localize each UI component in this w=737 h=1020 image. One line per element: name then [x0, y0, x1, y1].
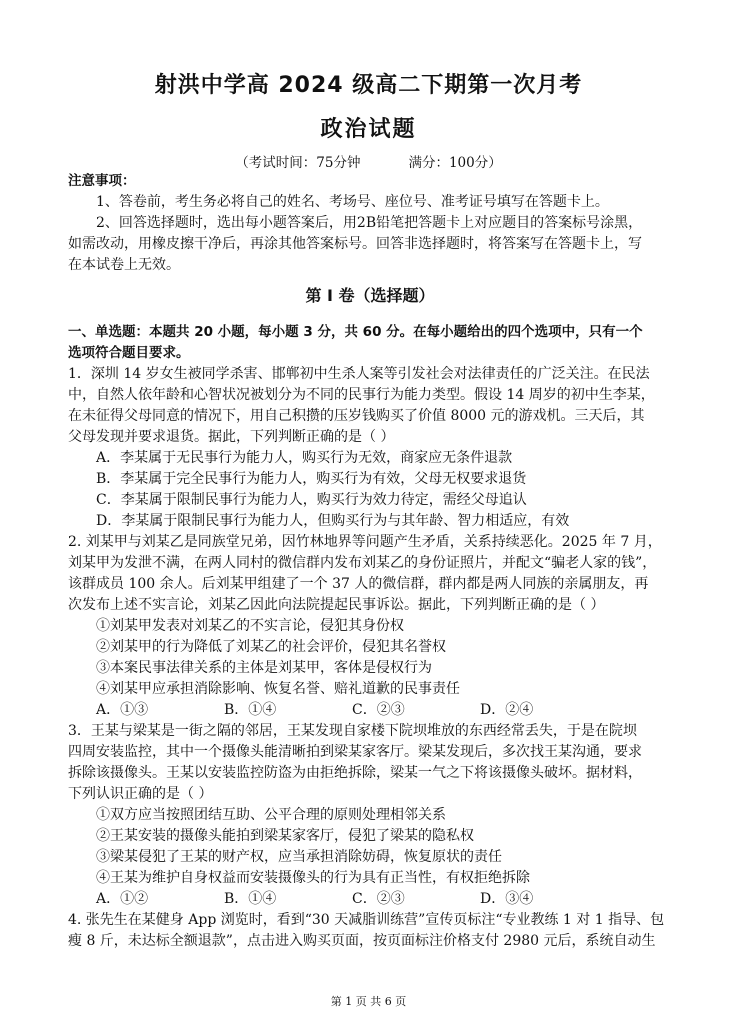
question-2	[68, 532, 672, 721]
notice-item-2-line-1: 2、回答选择题时，选出每小题答案后，用2B铅笔把答题卡上对应题目的答案标号涂黑，	[96, 215, 643, 231]
question-stem-line: 3．王某与梁某是一街之隔的邻居，王某发现自家楼下院坝堆放的东西经常丢失，于是在院坝	[68, 723, 637, 739]
option-b: B．①④	[224, 702, 277, 718]
notice-item-1: 1、答卷前，考生务必将自己的姓名、考场号、座位号、准考证号填写在答题卡上。	[96, 194, 609, 210]
option-d: D．李某属于限制民事行为能力人，但购买行为与其年龄、智力相适应，有效	[96, 513, 570, 529]
option-b: B．①④	[224, 891, 277, 907]
answer-options	[68, 889, 672, 910]
section-instructions-line-2: 选项符合题目要求。	[68, 345, 190, 361]
statement-3: ③本案民事法律关系的主体是刘某甲，客体是侵权行为	[96, 660, 432, 676]
question-stem-line: 四周安装监控，其中一个摄像头能清晰拍到梁某家客厅。梁某发现后，多次找王某沟通，要求	[68, 744, 642, 760]
question-stem-line: 在未征得父母同意的情况下，用自己积攒的压岁钱购买了价值 8000 元的游戏机。三天后，其	[68, 408, 645, 424]
notice-item-2-line-3: 在本试卷上无效。	[68, 257, 180, 273]
exam-subject: 政治试题	[320, 117, 417, 142]
exam-score: 满分：100分）	[408, 155, 502, 171]
option-b: B．李某属于完全民事行为能力人，购买行为有效，父母无权要求退货	[96, 471, 527, 487]
question-stem-line: 中，自然人依年龄和心智状况被划分为不同的民事行为能力类型。假设 14 周岁的初中生李某，	[68, 387, 655, 403]
statement-4: ④刘某甲应承担消除影响、恢复名誉、赔礼道歉的民事责任	[96, 681, 460, 697]
option-a: A．①③	[96, 702, 149, 718]
exam-time: （考试时间：75分钟	[235, 155, 361, 171]
option-a: A．李某属于无民事行为能力人，购买行为无效，商家应无条件退款	[96, 450, 513, 466]
question-stem-line: 刘某甲为发泄不满，在两人同村的微信群内发布刘某乙的身份证照片，并配文“骗老人家的钱”，	[68, 555, 657, 571]
question-stem-line: 次发布上述不实言论，刘某乙因此向法院提起民事诉讼。据此，下列判断正确的是（ ）	[68, 597, 605, 613]
statement-2: ②刘某甲的行为降低了刘某乙的社会评价，侵犯其名誉权	[96, 639, 446, 655]
exam-body	[68, 171, 672, 952]
statement-2: ②王某安装的摄像头能拍到梁某家客厅，侵犯了梁某的隐私权	[96, 828, 474, 844]
section-instructions-line-1: 一、单选题：本题共 20 小题，每小题 3 分，共 60 分。在每小题给出的四个选项中，只有一个	[68, 324, 643, 340]
question-stem-line: 父母发现并要求退货。据此，下列判断正确的是（ ）	[68, 429, 395, 445]
part-1-title: 第 I 卷（选择题）	[305, 286, 435, 305]
option-c: C．②③	[352, 891, 405, 907]
answer-options	[68, 700, 672, 721]
option-d: D．③④	[480, 891, 534, 907]
exam-info	[0, 151, 737, 171]
question-stem-line: 4. 张先生在某健身 App 浏览时，看到“30 天减脂训练营”宣传页标注“专业教练 1 对 1 指导、包	[68, 912, 665, 928]
statement-1: ①刘某甲发表对刘某乙的不实言论，侵犯其身份权	[96, 618, 404, 634]
page-footer: 第 1 页 共 6 页	[330, 995, 407, 1008]
question-1	[68, 364, 672, 532]
question-stem-line: 下列认识正确的是（ ）	[68, 786, 213, 802]
option-c: C．李某属于限制民事行为能力人，购买行为效力待定，需经父母追认	[96, 492, 527, 508]
option-a: A．①②	[96, 891, 149, 907]
option-c: C．②③	[352, 702, 405, 718]
question-stem-line: 1．深圳 14 岁女生被同学杀害、邯郸初中生杀人案等引发社会对法律责任的广泛关注。在民法	[68, 366, 650, 382]
exam-title: 射洪中学高 2024 级高二下期第一次月考	[154, 73, 583, 98]
question-4	[68, 910, 672, 952]
statement-1: ①双方应当按照团结互助、公平合理的原则处理相邻关系	[96, 807, 446, 823]
question-stem-line: 拆除该摄像头。王某以安装监控防盗为由拒绝拆除，梁某一气之下将该摄像头破坏。据材料，	[68, 765, 642, 781]
statement-4: ④王某为维护自身权益而安装摄像头的行为具有正当性，有权拒绝拆除	[96, 870, 530, 886]
question-3	[68, 721, 672, 910]
option-d: D．②④	[480, 702, 534, 718]
question-stem-line: 2. 刘某甲与刘某乙是同族堂兄弟，因竹林地界等问题产生矛盾，关系持续恶化。2025 年 7 月，	[68, 534, 662, 550]
notice-heading: 注意事项：	[68, 173, 136, 189]
statement-3: ③梁某侵犯了王某的财产权，应当承担消除妨碍，恢复原状的责任	[96, 849, 502, 865]
question-stem-line: 瘦 8 斤，未达标全额退款”，点击进入购买页面，按页面标注价格支付 2980 元后，系统自动生	[68, 933, 656, 949]
notice-item-2-line-2: 如需改动，用橡皮擦干净后，再涂其他答案标号。回答非选择题时，将答案写在答题卡上，写	[68, 236, 642, 252]
question-stem-line: 该群成员 100 余人。后刘某甲组建了一个 37 人的微信群，群内都是两人同族的亲属朋友，再	[68, 576, 649, 592]
